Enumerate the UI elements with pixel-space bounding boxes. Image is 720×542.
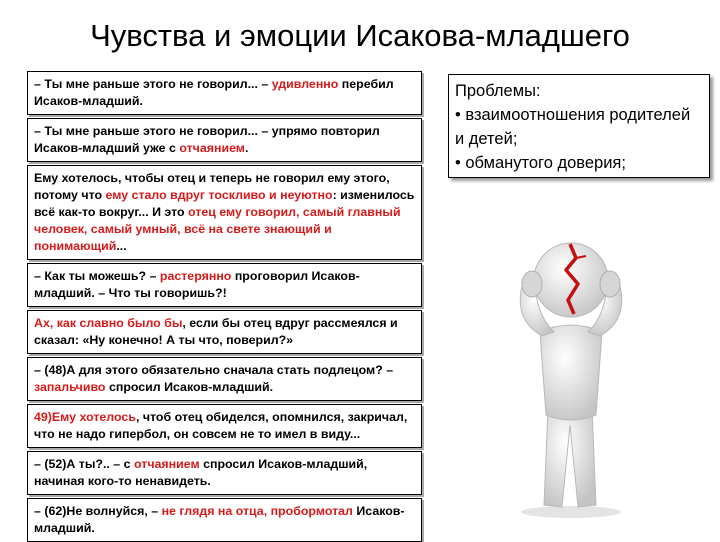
quote-box (27, 165, 422, 260)
quote-text: проговорил Исаков-младший. – Что ты говоришь?! (34, 269, 360, 300)
quote-box (27, 71, 422, 115)
quote-text: спросил Исаков-младший, начиная кого-то ненавидеть. (34, 457, 368, 488)
quote-text: , если бы отец вдруг рассмеялся и сказал: «Ну конечно! А ты что, поверил?» (34, 316, 398, 347)
quote-text: ... (116, 239, 127, 253)
highlighted-emotion-text: 49)Ему хотелось (34, 410, 136, 424)
highlighted-emotion-text: растерянно (159, 269, 232, 283)
quote-text: . (244, 141, 249, 155)
problems-box (448, 74, 710, 178)
quote-box (27, 357, 422, 401)
quotes-column (27, 71, 422, 542)
quote-text: – (48)А для этого обязательно сначала стать подлецом? – (34, 363, 394, 377)
highlighted-emotion-text: Ах, как славно было бы (34, 316, 183, 330)
quote-box (27, 451, 422, 495)
quote-text: спросил Исаков-младший. (105, 380, 274, 394)
quote-text: – Ты мне раньше этого не говорил... – (34, 77, 272, 91)
highlighted-emotion-text: не глядя на отца, пробормотал (161, 504, 353, 518)
quote-text: – Как ты можешь? – (34, 269, 160, 283)
problem-item: • взаимоотношения родителей и детей; (455, 106, 691, 148)
highlighted-emotion-text: запальчиво (34, 380, 106, 394)
quote-text: , чтоб отец обиделся, опомнился, закричал, что не надо гипербол, он совсем не то имел в виду... (34, 410, 408, 441)
quote-text: – Ты мне раньше этого не говорил... – упрямо повторил Исаков-младший уже с (34, 124, 380, 155)
quote-box (27, 404, 422, 448)
problem-item: • обманутого доверия; (455, 154, 626, 172)
quote-box (27, 118, 422, 162)
quote-text: – (52)А ты?.. – с (34, 457, 134, 471)
highlighted-emotion-text: отчаянием (133, 457, 200, 471)
quote-text: Ему хотелось, чтобы отец и теперь не говорил ему этого, потому что (34, 171, 390, 202)
quote-box (27, 498, 422, 542)
quote-text: : изменилось всё как-то вокруг... И это (34, 188, 415, 219)
quote-box (27, 310, 422, 354)
highlighted-emotion-text: отец ему говорил, самый главный человек, самый умный, всё на свете знающий и понимающий (34, 205, 401, 253)
highlighted-emotion-text: удивленно (271, 77, 339, 91)
highlighted-emotion-text: ему стало вдруг тоскливо и неуютно (105, 188, 333, 202)
quote-text: – (62)Не волнуйся, – (34, 504, 162, 518)
quote-box (27, 263, 422, 307)
quote-text: перебил Исаков-младший. (34, 77, 394, 108)
stressed-person-cracked-head-icon (496, 220, 646, 520)
highlighted-emotion-text: отчаянием (179, 141, 245, 155)
quote-text: Исаков-младший. (34, 504, 405, 535)
slide-title: Чувства и эмоции Исакова-младшего (90, 18, 630, 53)
problems-heading: Проблемы: (455, 82, 541, 100)
